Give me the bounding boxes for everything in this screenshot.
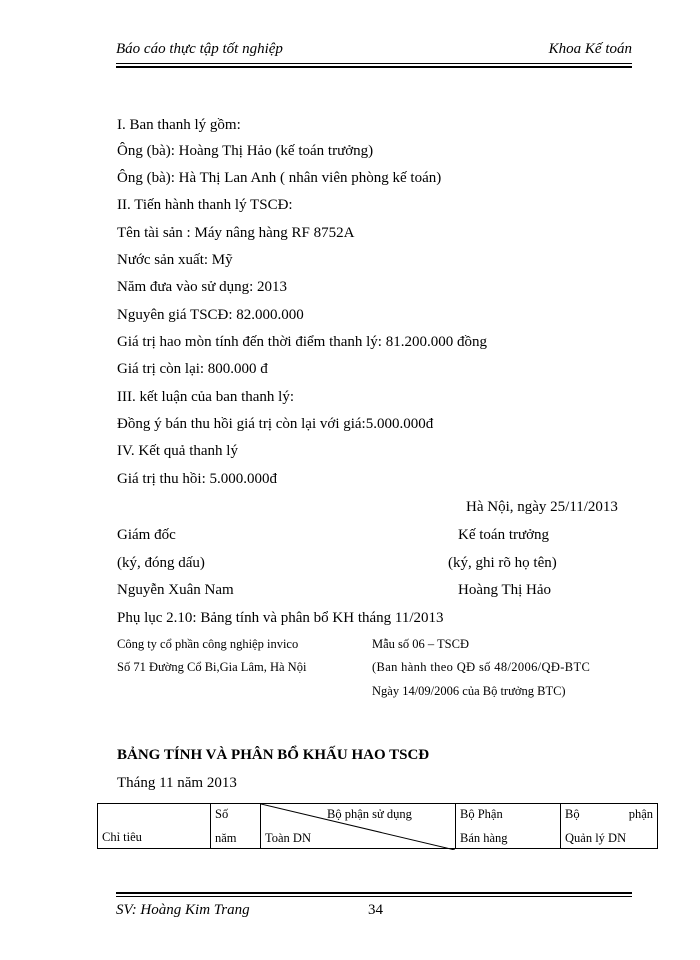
director-note: (ký, đóng dấu) [117,555,205,571]
section-3-heading: III. kết luận của ban thanh lý: [117,389,295,405]
header-years-top: Số [215,807,229,821]
member-1-line: Ông (bà): Hoàng Thị Hảo (kế toán trưởng) [117,143,374,159]
origin-line: Nước sản xuất: Mỹ [117,252,233,268]
header-management-top [565,804,653,824]
header-management-bottom: Quản lý DN [565,831,627,845]
residual-value-line: Giá trị còn lại: 800.000 đ [117,361,268,377]
header-department [261,804,456,849]
header-department-top: Bộ phận sử dụng [327,807,412,821]
form-number: Mẫu số 06 – TSCĐ [372,637,470,651]
section-4-heading: IV. Kết quả thanh lý [117,443,238,459]
header-rule-thick [116,66,632,68]
section-2-heading: II. Tiến hành thanh lý TSCĐ: [117,197,293,213]
page-number: 34 [368,902,383,918]
member-2-line: Ông (bà): Hà Thị Lan Anh ( nhân viên phòng kế toán) [117,170,442,186]
asset-name-line: Tên tài sản : Máy nâng hàng RF 8752A [117,225,355,241]
chief-accountant-note: (ký, ghi rõ họ tên) [448,555,557,571]
header-management [561,804,658,849]
header-criteria [98,804,211,849]
footer-rule [116,896,632,897]
form-issued-text-1: (Ban hành theo QĐ số 48/2006/QĐ-BTC [372,660,591,674]
company-address: Số 71 Đường Cổ Bi,Gia Lâm, Hà Nội [117,660,307,674]
header-criteria-label: Chỉ tiêu [102,830,142,844]
conclusion-line: Đồng ý bán thu hồi giá trị còn lại với giá:5.000.000đ [117,416,434,432]
director-name: Nguyễn Xuân Nam [117,582,234,598]
header-years-bottom: năm [215,831,237,845]
table-title: BẢNG TÍNH VÀ PHÂN BỔ KHẤU HAO TSCĐ [117,747,430,763]
depreciation-table [97,803,658,849]
original-cost-line: Nguyên giá TSCĐ: 82.000.000 [117,307,304,323]
header-management-top-a: Bộ [565,807,580,821]
header-sales-bottom: Bán hàng [460,831,508,845]
page-header-right: Khoa Kế toán [548,41,632,57]
recovered-value-line: Giá trị thu hồi: 5.000.000đ [117,471,277,487]
table-month: Tháng 11 năm 2013 [117,775,237,791]
company-name: Công ty cổ phần công nghiệp invico [117,637,299,651]
header-management-top-b: phận [628,807,653,821]
signature-date: Hà Nội, ngày 25/11/2013 [466,499,618,515]
form-issued-line-1 [372,660,631,675]
footer-student: SV: Hoàng Kim Trang [116,902,250,918]
header-rule [116,63,632,64]
header-sales-top: Bộ Phận [460,807,503,821]
footer-rule-thick [116,892,632,894]
header-department-bottom: Toàn DN [265,831,311,845]
depreciation-line: Giá trị hao mòn tính đến thời điểm thanh lý: 81.200.000 đồng [117,334,487,350]
form-issued-line-2: Ngày 14/09/2006 của Bộ trưởng BTC) [372,684,566,698]
director-title: Giám đốc [117,527,176,543]
year-in-use-line: Năm đưa vào sử dụng: 2013 [117,279,287,295]
header-sales [456,804,561,849]
appendix-title: Phụ lục 2.10: Bảng tính và phân bổ KH tháng 11/2013 [117,610,444,626]
header-years [211,804,261,849]
chief-accountant-title: Kế toán trưởng [458,527,550,543]
table-header-row [98,804,658,849]
section-1-heading: I. Ban thanh lý gồm: [117,117,241,133]
chief-accountant-name: Hoàng Thị Hảo [458,582,552,598]
page-header-left: Báo cáo thực tập tốt nghiệp [116,41,283,57]
